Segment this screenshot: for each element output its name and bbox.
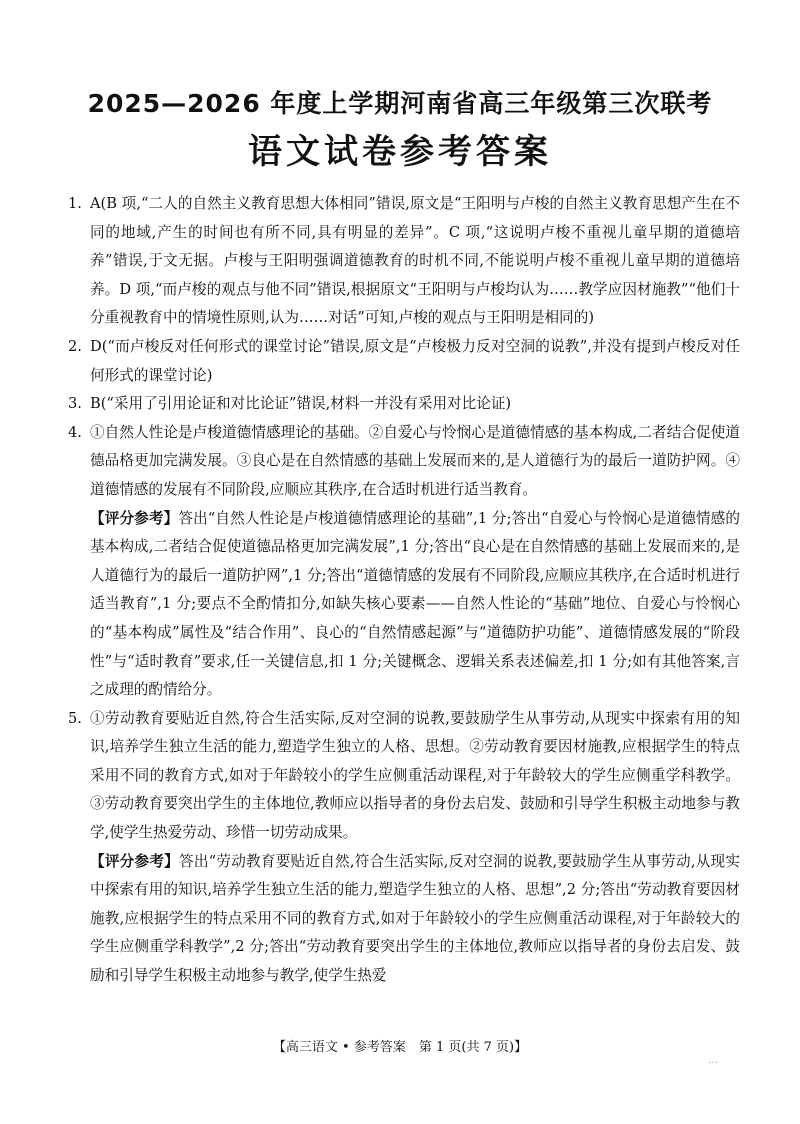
answer-item-2 [68, 333, 740, 390]
answer-text: ①自然人性论是卢梭道德情感理论的基础。②自爱心与怜悯心是道德情感的基本构成,二者结合促使道德品格更加完满发展。③良心是在自然情感的基础上发展而来的,是人道德行为的最后一道防护网。④道德情感的发展有不同阶段,应顺应其秩序,在合适时机进行适当教育。 [90, 423, 740, 498]
answer-number: 2. [68, 337, 82, 355]
answer-item-1 [68, 190, 740, 333]
answer-item-5 [68, 705, 740, 848]
answer-text: ①劳动教育要贴近自然,符合生活实际,反对空洞的说教,要鼓励学生从事劳动,从现实中探索有用的知识,培养学生独立生活的能力,塑造学生独立的人格、思想。②劳动教育要因材施教,应根据学生的特点采用不同的教育方式,如对于年龄较小的学生应侧重活动课程,对于年龄较大的学生应侧重学科教学。③劳动教育要突出学生的主体地位,教师应以指导者的身份去启发、鼓励和引导学生积极主动地参与教学,使学生热爱劳动、珍惜一切劳动成果。 [90, 709, 740, 842]
answer-text: B(“采用了引用论证和对比论证”错误,材料一并没有采用对比论证) [90, 395, 512, 413]
answer-number: 1. [68, 195, 82, 212]
scoring-tag: 【评分参考】 [90, 852, 179, 870]
scoring-text: 答出“劳动教育要贴近自然,符合生活实际,反对空洞的说教,要鼓励学生从事劳动,从现实中探索有用的知识,培养学生独立生活的能力,塑造学生独立的人格、思想”,2 分;答出“劳动教育要因材施教,应根据学生的特点采用不同的教育方式,如对于年龄较小的学生应侧重活动课程,对于年龄较大的学生应侧重学科教学”,2 分;答出“劳动教育要突出学生的主体地位,教师应以指导者的身份去启发、鼓励和引导学生积极主动地参与教学,使学生热爱 [90, 852, 740, 985]
page-footer: 【高三语文 • 参考答案 第 1 页(共 7 页)】 [272, 1040, 528, 1055]
document-title: 语文试卷参考答案 [248, 132, 552, 172]
footer-dots: … [708, 1055, 718, 1066]
answer-number: 4. [68, 423, 82, 441]
answer-text: D(“而卢梭反对任何形式的课堂讨论”错误,原文是“卢梭极力反对空洞的说教”,并没有提到卢梭反对任何形式的课堂讨论) [90, 337, 740, 384]
exam-title: 2025—2026 年度上学期河南省高三年级第三次联考 [87, 89, 713, 118]
answer-text: A(B 项,“二人的自然主义教育思想大体相同”错误,原文是“王阳明与卢梭的自然主义教育思想产生在不同的地域,产生的时间也有所不同,具有明显的差异”。C 项,“这说明卢梭不重视儿童早期的道德培养”错误,于文无据。卢梭与王阳明强调道德教育的时机不同,不能说明卢梭不重视儿童早期的道德培养。D 项,“而卢梭的观点与他不同”错误,根据原文“王阳明与卢梭均认为……教学应因材施教”“他们十分重视教育中的情境性原则,认为……对话”可知,卢梭的观点与王阳明是相同的) [90, 195, 740, 327]
scoring-reference-5 [68, 848, 740, 991]
answer-item-4 [68, 419, 740, 505]
answer-number: 5. [68, 709, 82, 727]
answer-item-3 [68, 390, 740, 419]
answer-number: 3. [68, 395, 82, 413]
scoring-tag: 【评分参考】 [90, 509, 179, 527]
scoring-text: 答出“自然人性论是卢梭道德情感理论的基础”,1 分;答出“自爱心与怜悯心是道德情感的基本构成,二者结合促使道德品格更加完满发展”,1 分;答出“良心是在自然情感的基础上发展而来的,是人道德行为的最后一道防护网”,1 分;答出“道德情感的发展有不同阶段,应顺应其秩序,在合适时机进行适当教育”,1 分;要点不全酌情扣分,如缺失核心要素——自然人性论的“基础”地位、自爱心与怜悯心的“基本构成”属性及“结合作用”、良心的“自然情感起源”与“道德防护功能”、道德情感发展的“阶段性”与“适时教育”要求,任一关键信息,扣 1 分;关键概念、逻辑关系表述偏差,扣 1 分;如有其他答案,言之成理的酌情给分。 [90, 509, 740, 699]
answers-body [68, 190, 740, 991]
scoring-reference-4 [68, 505, 740, 705]
